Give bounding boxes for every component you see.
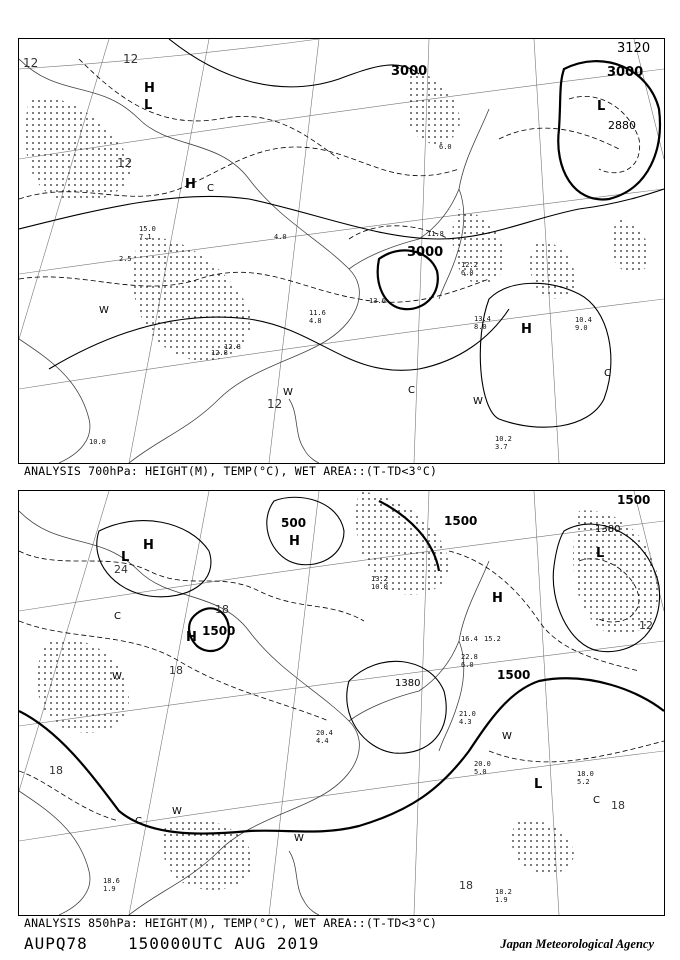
station-value: 10.0 bbox=[371, 583, 388, 591]
station-value: 21.0 bbox=[459, 710, 476, 718]
height-label: 1500 bbox=[444, 514, 478, 528]
height-label: 1500 bbox=[497, 668, 531, 682]
chart-id: AUPQ78 bbox=[24, 934, 88, 953]
warm-cold-mark: W bbox=[283, 387, 293, 398]
station-value: 5.2 bbox=[577, 778, 590, 786]
station-value: 2.5 bbox=[119, 255, 132, 263]
isotherm-label: 18 bbox=[215, 603, 229, 616]
station-value: 6.0 bbox=[439, 143, 452, 151]
isotherm-label: 12 bbox=[267, 397, 283, 411]
station-value: 12.2 bbox=[461, 261, 478, 269]
warm-cold-mark: W bbox=[294, 833, 304, 844]
isotherm-label: 12 bbox=[117, 156, 133, 170]
station-value: 13.2 bbox=[371, 575, 388, 583]
isotherm-label: 18 bbox=[611, 799, 625, 812]
station-value: 15.2 bbox=[484, 635, 501, 643]
warm-cold-mark: W bbox=[502, 731, 512, 742]
station-value: 4.8 bbox=[309, 317, 322, 325]
station-value: 1.9 bbox=[103, 885, 116, 893]
station-value: 10.2 bbox=[495, 435, 512, 443]
station-value: 20.4 bbox=[316, 729, 333, 737]
warm-cold-mark: W bbox=[99, 305, 109, 316]
caption-850hpa: ANALYSIS 850hPa: HEIGHT(M), TEMP(°C), WET AREA::(T-TD<3°C) bbox=[24, 916, 438, 930]
height-label: 3000 bbox=[391, 64, 428, 79]
station-value: 4.3 bbox=[459, 718, 472, 726]
station-value: 7.1 bbox=[139, 233, 152, 241]
station-value: 13.6 bbox=[369, 297, 386, 305]
agency-name: Japan Meteorological Agency bbox=[500, 937, 654, 951]
analysis-850hpa-map bbox=[18, 490, 665, 916]
station-value: 20.0 bbox=[474, 760, 491, 768]
height-label: 3120 bbox=[617, 41, 651, 56]
station-value: 22.8 bbox=[461, 653, 478, 661]
station-value: 11.6 bbox=[309, 309, 326, 317]
caption-700hpa: ANALYSIS 700hPa: HEIGHT(M), TEMP(°C), WET AREA::(T-TD<3°C) bbox=[24, 464, 438, 478]
pressure-system-label: H bbox=[289, 534, 300, 549]
warm-cold-mark: W bbox=[473, 396, 483, 407]
isotherm-label: 12 bbox=[23, 56, 39, 70]
station-value: 10.4 bbox=[575, 316, 592, 324]
pressure-system-label: H bbox=[521, 322, 532, 337]
height-label: 1380 bbox=[595, 524, 621, 535]
warm-cold-mark: C bbox=[135, 816, 142, 827]
isotherm-label: 12 bbox=[639, 619, 653, 632]
station-value: 3.7 bbox=[495, 443, 508, 451]
warm-cold-mark: C bbox=[593, 795, 600, 806]
station-value: 18.0 bbox=[577, 770, 594, 778]
pressure-system-label: H bbox=[492, 591, 503, 606]
warm-cold-mark: C bbox=[207, 183, 214, 194]
height-label: 1500 bbox=[202, 624, 236, 638]
station-value: 18.6 bbox=[103, 877, 120, 885]
isotherm-label: 24 bbox=[114, 563, 128, 576]
height-contours bbox=[19, 39, 664, 427]
warm-cold-mark: W bbox=[172, 806, 182, 817]
station-value: 13.4 bbox=[474, 315, 491, 323]
warm-cold-mark: C bbox=[604, 368, 611, 379]
pressure-system-label: H bbox=[186, 630, 197, 645]
pressure-system-label: L bbox=[121, 550, 130, 565]
height-label: 1500 bbox=[617, 493, 651, 507]
height-label: 500 bbox=[281, 516, 307, 530]
isotherm-label: 18 bbox=[169, 664, 183, 677]
station-value: 6.0 bbox=[461, 269, 474, 277]
isotherm-label: 18 bbox=[49, 764, 63, 777]
pressure-system-label: H bbox=[185, 177, 196, 192]
station-value: 15.0 bbox=[139, 225, 156, 233]
pressure-system-label: L bbox=[144, 98, 153, 113]
station-value: 12.8 bbox=[211, 349, 228, 357]
isotherm-label: 18 bbox=[459, 879, 473, 892]
station-value: 5.0 bbox=[474, 768, 487, 776]
height-label: 3000 bbox=[407, 245, 444, 260]
pressure-system-label: L bbox=[597, 99, 606, 114]
station-value: 9.0 bbox=[575, 324, 588, 332]
analysis-700hpa-map bbox=[18, 38, 665, 464]
station-value: 4.0 bbox=[274, 233, 287, 241]
station-value: 6.0 bbox=[461, 661, 474, 669]
station-value: 16.4 bbox=[461, 635, 478, 643]
height-label: 3000 bbox=[607, 65, 644, 80]
warm-cold-mark: C bbox=[408, 385, 415, 396]
wet-area bbox=[37, 491, 659, 890]
station-value: 1.9 bbox=[495, 896, 508, 904]
pressure-system-label: L bbox=[534, 777, 543, 792]
station-value: 11.8 bbox=[427, 230, 444, 238]
station-value: 4.4 bbox=[316, 737, 329, 745]
station-value: 10.0 bbox=[89, 438, 106, 446]
station-value: 12.8 bbox=[224, 343, 241, 351]
pressure-system-label: H bbox=[144, 81, 155, 96]
warm-cold-mark: C bbox=[114, 611, 121, 622]
graticule bbox=[19, 39, 664, 463]
height-label: 1380 bbox=[395, 678, 421, 689]
isotherm-label: 12 bbox=[123, 52, 139, 66]
warm-cold-mark: W bbox=[112, 671, 122, 682]
station-value: 8.0 bbox=[474, 323, 487, 331]
height-label: 2880 bbox=[608, 119, 636, 132]
valid-time: 150000UTC AUG 2019 bbox=[128, 934, 320, 953]
station-value: 18.2 bbox=[495, 888, 512, 896]
wet-area bbox=[25, 69, 650, 361]
pressure-system-label: L bbox=[596, 546, 605, 561]
pressure-system-label: H bbox=[143, 538, 154, 553]
